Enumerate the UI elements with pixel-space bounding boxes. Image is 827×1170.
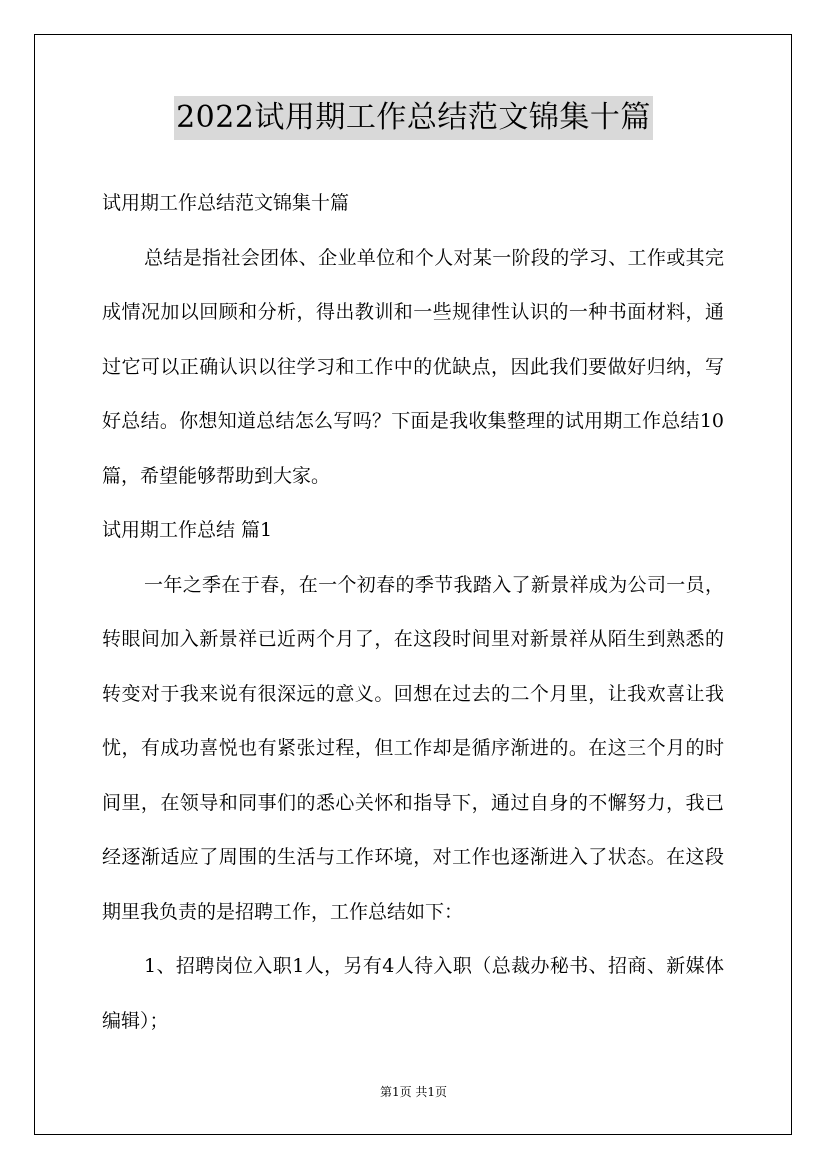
document-title: 2022试用期工作总结范文锦集十篇 [174,96,653,140]
section-paragraph: 一年之季在于春，在一个初春的季节我踏入了新景祥成为公司一员，转眼间加入新景祥已近两个月了，在这段时间里对新景祥从陌生到熟悉的转变对于我来说有很深远的意义。回想在过去的二个月里，让我欢喜让我忧，有成功喜悦也有紧张过程，但工作却是循序渐进的。在这三个月的时间里，在领导和同事们的悉心关怀和指导下，通过自身的不懈努力，我已经逐渐适应了周围的生活与工作环境，对工作也逐渐进入了状态。在这段期里我负责的是招聘工作，工作总结如下： [102,573,724,923]
subtitle: 试用期工作总结范文锦集十篇 [102,192,350,214]
document-body [102,176,724,1048]
page-footer [0,1083,827,1100]
list-item: 1、招聘岗位入职1人，另有4人待入职（总裁办秘书、招商、新媒体编辑）； [102,955,724,1032]
intro-paragraph: 总结是指社会团体、企业单位和个人对某一阶段的学习、工作或其完成情况加以回顾和分析，得出教训和一些规律性认识的一种书面材料，通过它可以正确认识以往学习和工作中的优缺点，因此我们要做好归纳，写好总结。你想知道总结怎么写吗？下面是我收集整理的试用期工作总结10篇，希望能够帮助到大家。 [102,246,724,487]
section-heading: 试用期工作总结 篇1 [102,519,273,541]
page-number: 第1页 共1页 [379,1085,448,1099]
title-container [0,96,827,140]
